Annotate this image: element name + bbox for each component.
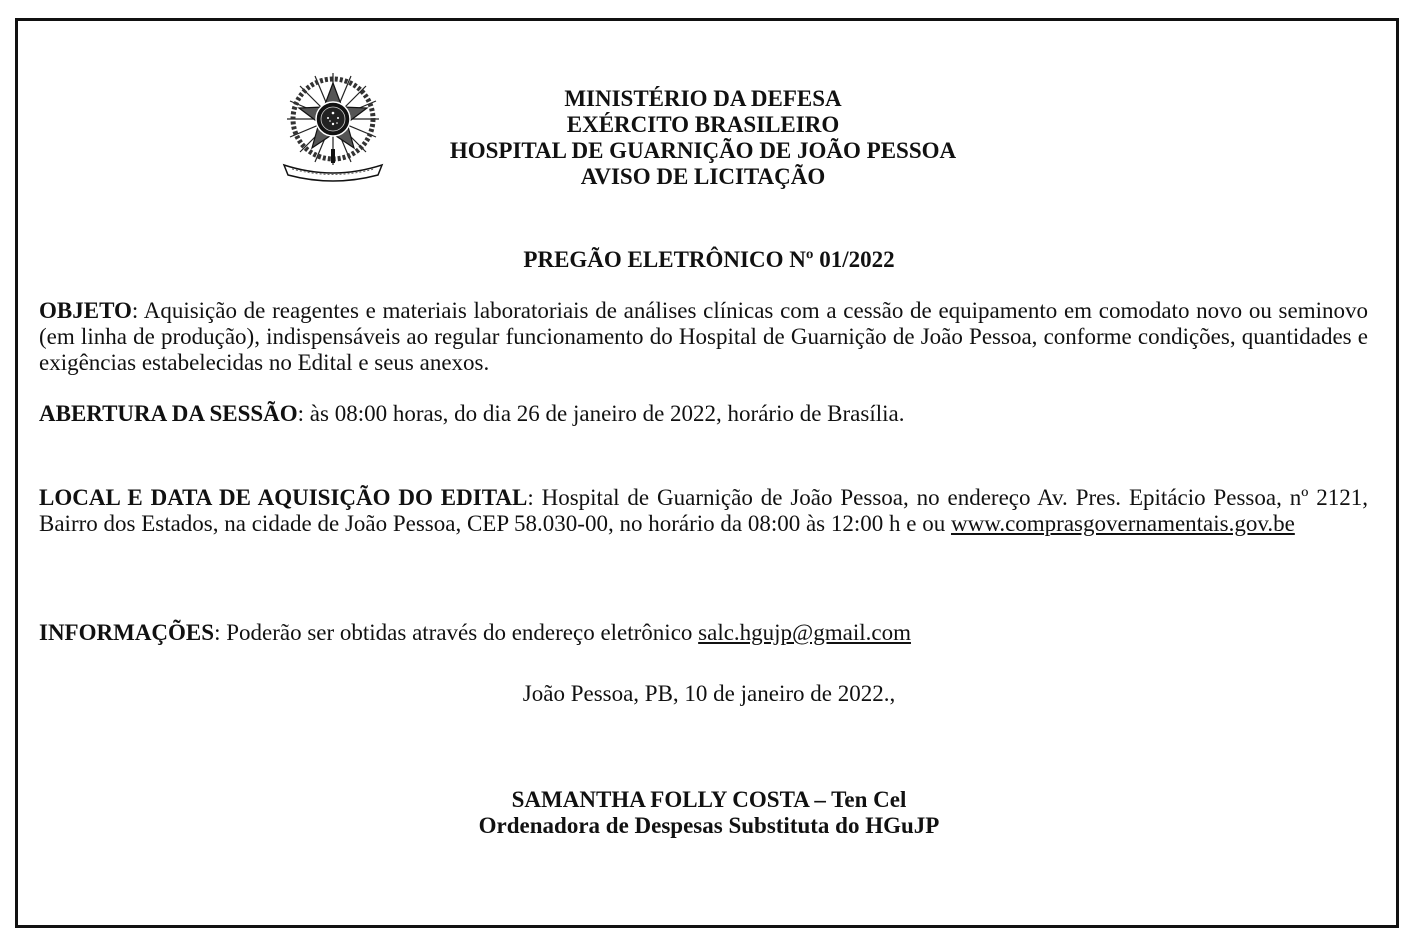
header-army: EXÉRCITO BRASILEIRO [566,112,840,137]
abertura-text: : às 08:00 horas, do dia 26 de janeiro de 2022, horário de Brasília. [297,401,905,426]
local-text: : Hospital de Guarnição de João Pessoa, no endereço Av. Pres. Epitácio Pessoa, nº 2121, Bairro dos Estados, na cidade de João Pessoa, CEP 58.030-00, no horário da 08:00 às 12:00 h e ou [39,485,1369,536]
informacoes-text: : Poderão ser obtidas através do endereço eletrônico [214,620,699,645]
informacoes-label: INFORMAÇÕES [39,620,215,645]
contact-email-link[interactable]: salc.hgujp@gmail.com [698,620,911,645]
abertura-label: ABERTURA DA SESSÃO [39,401,298,426]
edital-link[interactable]: www.comprasgovernamentais.gov.be [950,511,1295,536]
objeto-text: : Aquisição de reagentes e materiais laboratoriais de análises clínicas com a cessão de equipamento em comodato novo ou seminovo (em linha de produção), indispensáveis ao regular funcionamento do Hospital de Guarnição de João Pessoa, conforme condições, quantidades e exigências estabelecidas no Edital e seus anexos. [39,298,1368,375]
header-hospital: HOSPITAL DE GUARNIÇÃO DE JOÃO PESSOA [449,138,957,163]
signatory-name: SAMANTHA FOLLY COSTA – Ten Cel [511,787,907,812]
document-header [403,86,1003,190]
coat-of-arms-emblem [278,67,388,183]
signatory-role: Ordenadora de Despesas Substituta do HGuJP [478,813,940,838]
informacoes-paragraph [39,620,1368,646]
local-label: LOCAL E DATA DE AQUISIÇÃO DO EDITAL [39,485,528,510]
header-notice: AVISO DE LICITAÇÃO [580,164,826,189]
objeto-label: OBJETO [39,298,132,323]
signature-block [0,787,1418,839]
document-title: PREGÃO ELETRÔNICO Nº 01/2022 [523,247,895,272]
local-paragraph [39,485,1368,537]
abertura-paragraph [39,401,1368,427]
header-ministry: MINISTÉRIO DA DEFESA [564,86,842,111]
city-date: João Pessoa, PB, 10 de janeiro de 2022., [522,681,896,706]
objeto-paragraph [39,298,1368,376]
